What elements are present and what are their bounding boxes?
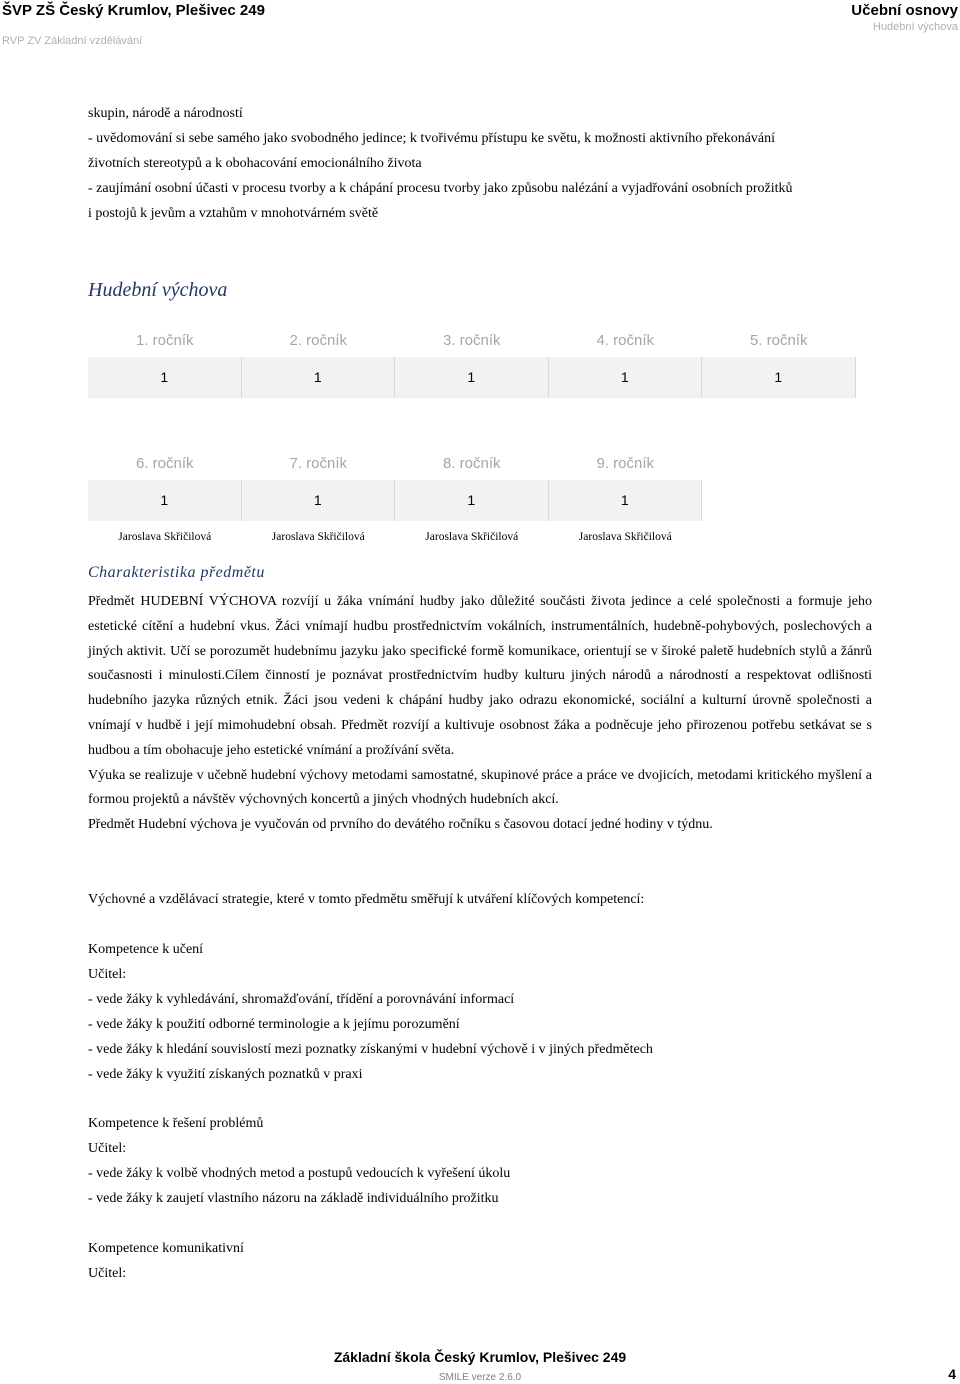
hours-cell: 1 bbox=[242, 357, 396, 398]
header-right bbox=[851, 2, 958, 34]
hours-cell: 1 bbox=[88, 480, 242, 521]
strategies-intro bbox=[88, 887, 644, 912]
competence-item: - vede žáky k vyhledávání, shromažďování, třídění a porovnávání informací bbox=[88, 992, 515, 1007]
grade-label: 5. ročník bbox=[749, 332, 808, 349]
hours-cell: 1 bbox=[549, 480, 703, 521]
teacher-label: Učitel: bbox=[88, 1141, 127, 1156]
teacher-label: Učitel: bbox=[88, 1266, 127, 1281]
characteristics-paragraph: Předmět Hudební výchova je vyučován od prvního do devátého ročníku s časovou dotací jedné hodiny v týdnu. bbox=[88, 817, 713, 833]
grade-label: 3. ročník bbox=[442, 332, 501, 349]
grade-label: 8. ročník bbox=[442, 455, 501, 472]
hours-cell: 1 bbox=[549, 357, 703, 398]
competence-item: - vede žáky k volbě vhodných metod a postupů vedoucích k vyřešení úkolu bbox=[88, 1166, 511, 1181]
hours-cell: 1 bbox=[88, 357, 242, 398]
intro-line: životních stereotypů a k obohacování emocionálního života bbox=[88, 156, 422, 171]
grade-label: 6. ročník bbox=[135, 455, 194, 472]
section-title: Učební osnovy bbox=[851, 2, 958, 19]
grade-label: 1. ročník bbox=[135, 332, 194, 349]
characteristics-paragraph: Výuka se realizuje v učebně hudební výchovy metodami samostatné, skupinové práce a práce ve dvojicích, metodami kritického myšlení a formou projektů a návštěv výchovných koncertů a jiných vhodných hudebních akcí. bbox=[88, 767, 872, 808]
competence-item: - vede žáky k hledání souvislostí mezi poznatky získanými v hudební výchově i v jiných předmětech bbox=[88, 1042, 653, 1057]
competence-communication bbox=[88, 1236, 244, 1286]
teacher-name: Jaroslava Skřičilová bbox=[578, 531, 672, 543]
competence-problems bbox=[88, 1111, 510, 1211]
header-left bbox=[2, 2, 265, 48]
intro-line: i postojů k jevům a vztahům v mnohotvárném světě bbox=[88, 206, 379, 221]
hours-cell: 1 bbox=[395, 357, 549, 398]
competence-item: - vede žáky k použití odborné terminologie a k jejímu porozumění bbox=[88, 1017, 460, 1032]
school-header-title: ŠVP ZŠ Český Krumlov, Plešivec 249 bbox=[2, 2, 265, 19]
hours-cell: 1 bbox=[242, 480, 396, 521]
teacher-label: Učitel: bbox=[88, 967, 127, 982]
page-number: 4 bbox=[948, 1366, 956, 1382]
grade-label: 9. ročník bbox=[596, 455, 655, 472]
hours-cell: 1 bbox=[395, 480, 549, 521]
teacher-name: Jaroslava Skřičilová bbox=[271, 531, 365, 543]
hours-row bbox=[88, 357, 856, 398]
competence-item: - vede žáky k využití získaných poznatků v praxi bbox=[88, 1067, 363, 1082]
competence-title: Kompetence k řešení problémů bbox=[88, 1116, 264, 1131]
intro-line: skupin, národě a národností bbox=[88, 106, 243, 121]
hours-cell: 1 bbox=[702, 357, 856, 398]
intro-text bbox=[88, 101, 878, 226]
teacher-name: Jaroslava Skřičilová bbox=[118, 531, 212, 543]
rvp-subtitle: RVP ZV Základní vzdělávání bbox=[2, 35, 143, 47]
intro-line: - zaujímání osobní účasti v procesu tvorby a k chápání procesu tvorby jako způsobu nalézání a vyjadřování osobních prožitků bbox=[88, 181, 793, 196]
footer-version: SMILE verze 2.6.0 bbox=[438, 1372, 522, 1383]
competence-item: - vede žáky k zaujetí vlastního názoru na základě individuálního prožitku bbox=[88, 1191, 499, 1206]
hours-row bbox=[88, 480, 702, 521]
grade-label: 4. ročník bbox=[596, 332, 655, 349]
competence-title: Kompetence k učení bbox=[88, 942, 204, 957]
footer-school: Základní škola Český Krumlov, Plešivec 249 bbox=[333, 1349, 627, 1365]
intro-line: - uvědomování si sebe samého jako svobodného jedince; k tvořivému přístupu ke světu, k možnosti aktivního překonávání bbox=[88, 131, 776, 146]
characteristics-title: Charakteristika předmětu bbox=[88, 564, 265, 581]
subject-title: Hudební výchova bbox=[88, 279, 228, 301]
grade-label: 2. ročník bbox=[289, 332, 348, 349]
grade-label: 7. ročník bbox=[289, 455, 348, 472]
teacher-name: Jaroslava Skřičilová bbox=[425, 531, 519, 543]
characteristics-body bbox=[88, 590, 872, 838]
teacher-row bbox=[88, 531, 702, 543]
strategies-intro-text: Výchovné a vzdělávací strategie, které v tomto předmětu směřují k utváření klíčových kompetencí: bbox=[88, 892, 645, 907]
competence-title: Kompetence komunikativní bbox=[88, 1241, 244, 1256]
characteristics-paragraph: Předmět HUDEBNÍ VÝCHOVA rozvíjí u žáka vnímání hudby jako důležité součásti života jedince a celé společnosti a formuje jeho estetické cítění a hudební vkus. Žáci vnímají hudbu prostřednictvím vokálních, instrumentálních, hudebně-pohybových, poslechových a jiných aktivit. Učí se porozumět hudebnímu jazyku jako specifické formě komunikace, orientují se v široké paletě hudebních stylů a žánrů současnosti i minulosti.Cílem činností je poznávat prostřednictvím hudby kulturu jiných národů a národností a respektovat odlišnosti hudebního jazyka různých etnik. Žáci jsou vedeni k chápání hudby jako odrazu ekonomické, sociální a kulturní úrovně společnosti a vnímají v hudbě i její mimohudební obsah. Předmět rozvíjí a kultivuje osobnost žáka a podněcuje jeho přirozenou potřebu setkávat se s hudbou a tím obohacuje jeho estetické vnímání a prožívání světa. bbox=[88, 594, 872, 758]
grade-header-row bbox=[88, 332, 856, 349]
grade-header-row bbox=[88, 455, 702, 472]
section-subject: Hudební výchova bbox=[873, 21, 958, 33]
competence-learning bbox=[88, 937, 653, 1087]
